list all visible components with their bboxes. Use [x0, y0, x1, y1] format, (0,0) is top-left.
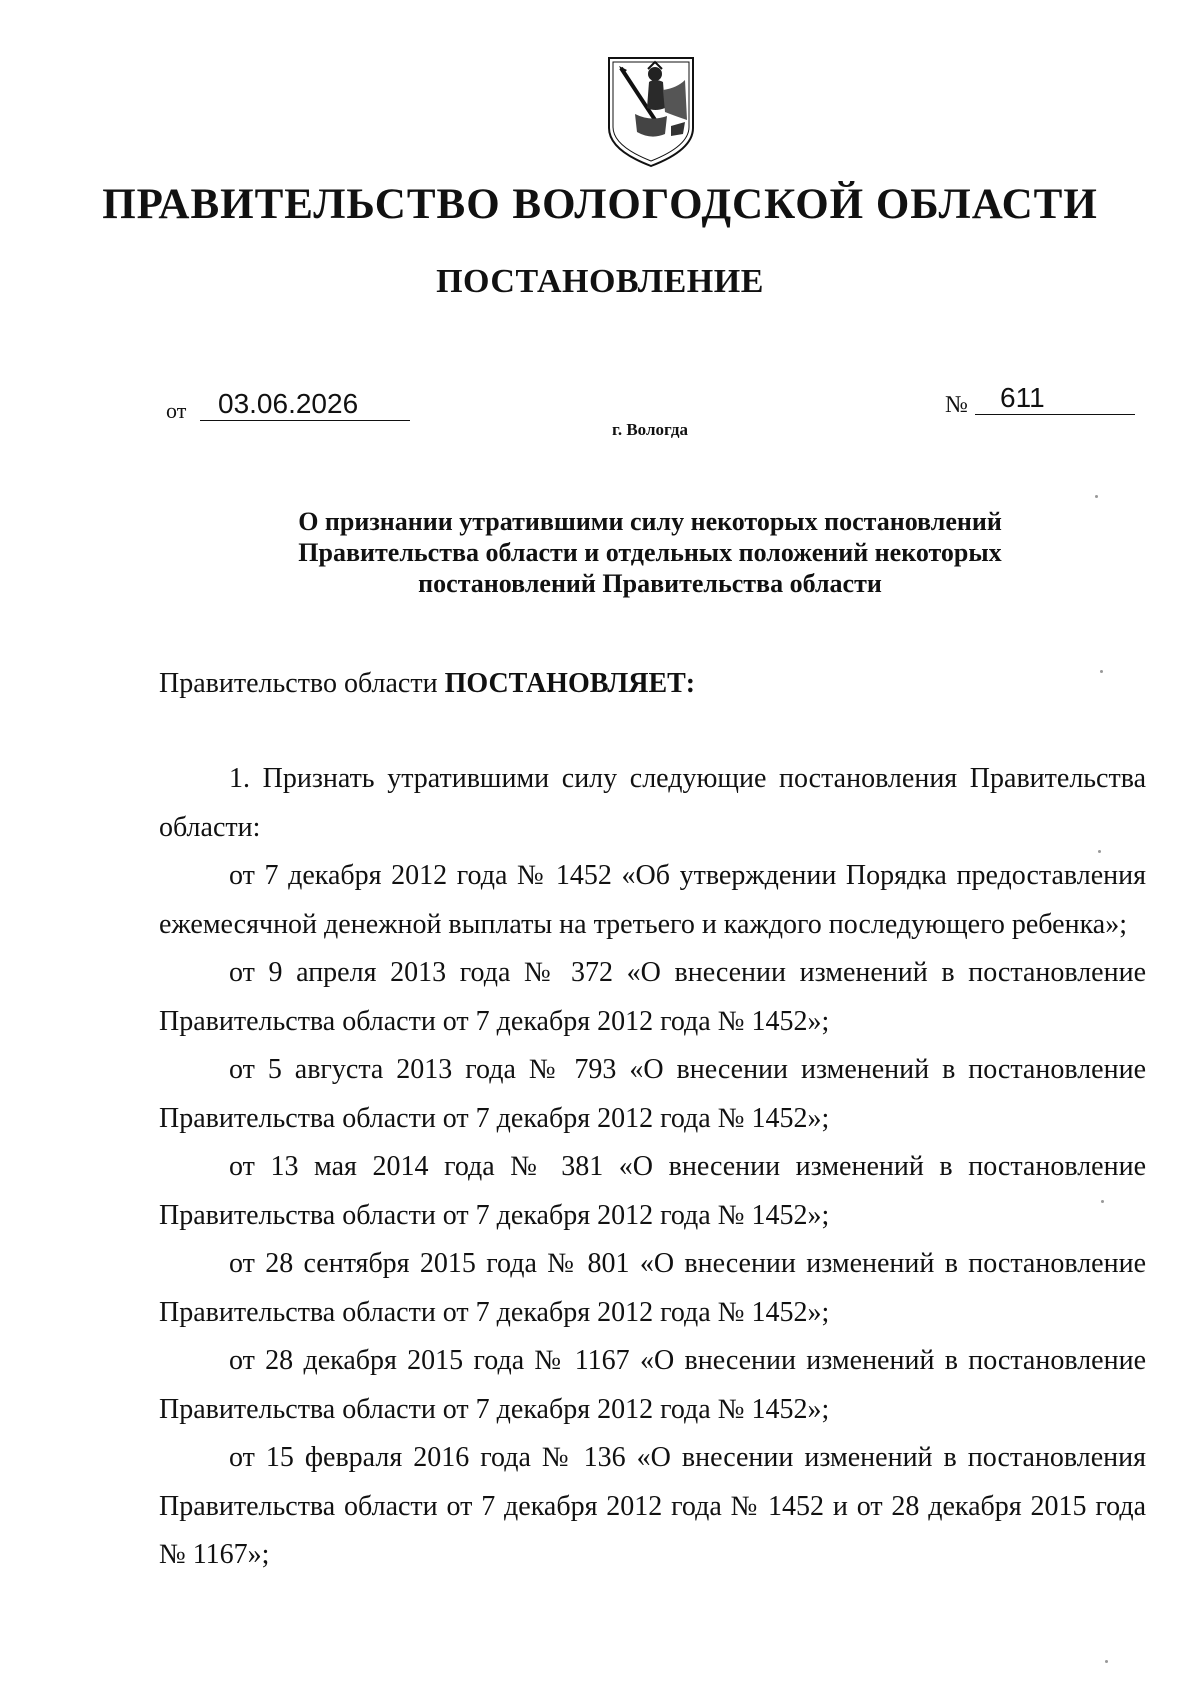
- scan-dot: [1095, 495, 1098, 498]
- repealed-act: от 5 августа 2013 года № 793 «О внесении изменений в постановление Правительства области от 7 декабря 2012 года № 1452»;: [159, 1054, 1146, 1134]
- repealed-act: от 13 мая 2014 года № 381 «О внесении изменений в постановление Правительства области от 7 декабря 2012 года № 1452»;: [159, 1151, 1146, 1231]
- scan-dot: [1105, 1660, 1108, 1663]
- document-subject: [0, 506, 1200, 599]
- decree-verb: ПОСТАНОВЛЯЕТ:: [444, 668, 696, 699]
- repealed-act: от 9 апреля 2013 года № 372 «О внесении изменений в постановление Правительства области от 7 декабря 2012 года № 1452»;: [159, 957, 1146, 1037]
- document-date: 03.06.2026: [218, 388, 359, 419]
- subject-line: О признании утратившими силу некоторых постановлений: [298, 507, 1002, 536]
- decree-prefix: Правительство области: [159, 668, 445, 699]
- government-title: ПРАВИТЕЛЬСТВО ВОЛОГОДСКОЙ ОБЛАСТИ: [102, 181, 1098, 228]
- repealed-act: от 28 декабря 2015 года № 1167 «О внесении изменений в постановление Правительства области от 7 декабря 2012 года № 1452»;: [159, 1345, 1146, 1425]
- scan-dot: [1098, 850, 1101, 853]
- item-1-intro: 1. Признать утратившими силу следующие постановления Правительства области:: [159, 763, 1146, 843]
- number-prefix: №: [945, 392, 968, 418]
- document-body: [159, 755, 1146, 1580]
- subject-line: постановлений Правительства области: [418, 569, 882, 598]
- document-number: 611: [1000, 382, 1045, 413]
- subject-line: Правительства области и отдельных положений некоторых: [298, 538, 1002, 567]
- decree-statement: [159, 668, 695, 700]
- repealed-act: от 28 сентября 2015 года № 801 «О внесении изменений в постановление Правительства области от 7 декабря 2012 года № 1452»;: [159, 1248, 1146, 1328]
- number-underline: [975, 414, 1135, 415]
- date-prefix: от: [166, 398, 187, 423]
- coat-of-arms-emblem: [605, 50, 697, 170]
- repealed-act: от 7 декабря 2012 года № 1452 «Об утверждении Порядка предоставления ежемесячной денежной выплаты на третьего и каждого последующего ребенка»;: [159, 860, 1146, 940]
- scan-dot: [1100, 670, 1103, 673]
- scan-dot: [1101, 1200, 1104, 1203]
- repealed-act: от 15 февраля 2016 года № 136 «О внесении изменений в постановления Правительства области от 7 декабря 2012 года № 1452 и от 28 декабря 2015 года № 1167»;: [159, 1442, 1146, 1570]
- city-label: г. Вологда: [612, 420, 688, 439]
- document-type: ПОСТАНОВЛЕНИЕ: [436, 263, 764, 300]
